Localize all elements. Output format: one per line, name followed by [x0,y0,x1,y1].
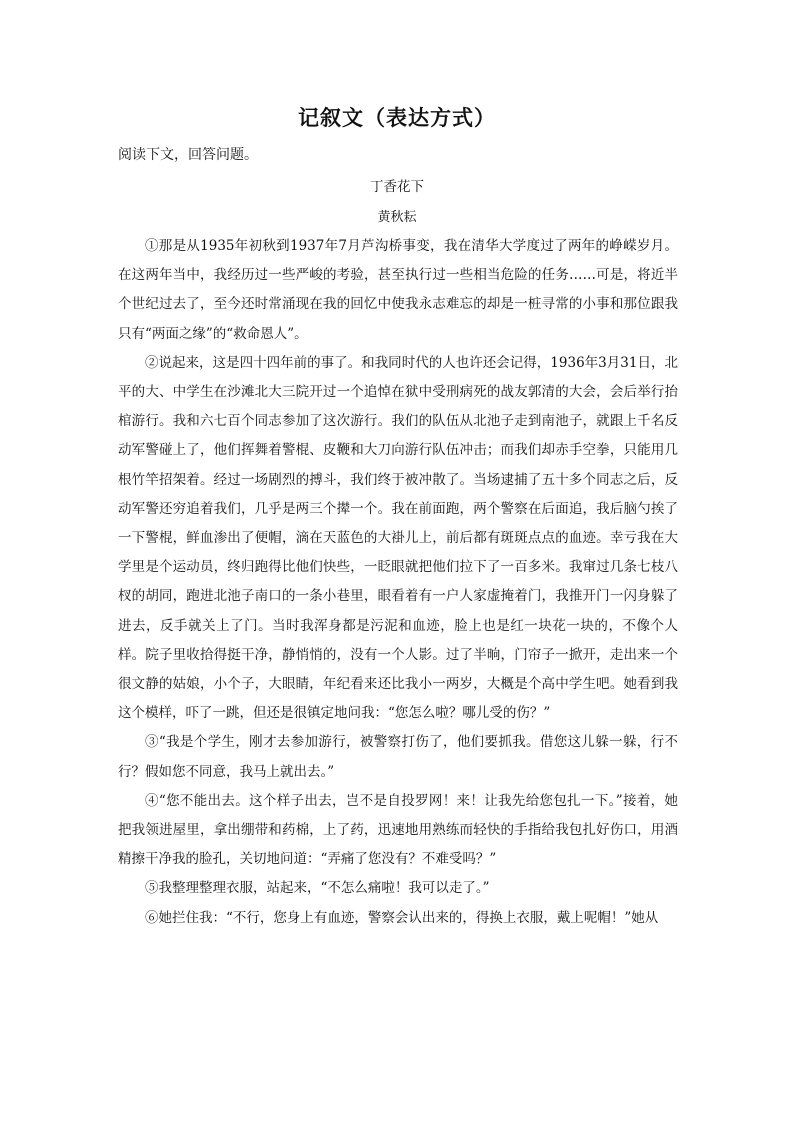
article-body [118,232,678,933]
instruction-text: 阅读下文，回答问题。 [118,147,258,163]
paragraph-2: ②说起来，这是四十四年前的事了。和我同时代的人也许还会记得，1936年3月31日，北平的大、中学生在沙滩北大三院开过一个追悼在狱中受刑病死的战友郭清的大会，会后举行抬棺游行。我和六七百个同志参加了这次游行。我们的队伍从北池子走到南池子，就跟上千名反动军警碰上了，他们挥舞着警棍、皮鞭和大刀向游行队伍冲击；而我们却赤手空拳，只能用几根竹竿招架着。经过一场剧烈的搏斗，我们终于被冲散了。当场逮捕了五十多个同志之后，反动军警还穷追着我们，几乎是两三个撵一个。我在前面跑，两个警察在后面追，我后脑勺挨了一下警棍，鲜血渗出了便帽，滴在天蓝色的大褂儿上，前后都有斑斑点点的血迹。幸亏我在大学里是个运动员，终归跑得比他们快些，一眨眼就把他们拉下了一百多米。我窜过几条七枝八杈的胡同，跑进北池子南口的一条小巷里，眼看着有一户人家虚掩着门，我推开门一闪身躲了进去，反手就关上了门。当时我浑身都是污泥和血迹，脸上也是红一块花一块的，不像个人样。院子里收拾得挺干净，静悄悄的，没有一个人影。过了半晌，门帘子一掀开，走出来一个很文静的姑娘，小个子，大眼睛，年纪看来还比我小一两岁，大概是个高中学生吧。她看到我这个模样，吓了一跳，但还是很镇定地问我：“您怎么啦？哪儿受的伤？” [118,354,678,722]
paragraph-4: ④“您不能出去。这个样子出去，岂不是自投罗网！来！让我先给您包扎一下。”接着，她把我领进屋里，拿出绷带和药棉，上了药，迅速地用熟练而轻快的手指给我包扎好伤口，用酒精擦干净我的脸孔，关切地问道：“弄痛了您没有？不难受吗？” [118,792,678,868]
article-author: 黄秋耘 [377,210,417,225]
paragraph-1: ①那是从1935年初秋到1937年7月芦沟桥事变，我在清华大学度过了两年的峥嵘岁月。在这两年当中，我经历过一些严峻的考验，甚至执行过一些相当危险的任务……可是，将近半个世纪过去了，至今还时常涌现在我的回忆中使我永志难忘的却是一桩寻常的小事和那位跟我只有“两面之缘”的“救命恩人”。 [118,238,678,342]
paragraph-5: ⑤我整理整理衣服，站起来，“不怎么痛啦！我可以走了。” [145,880,490,897]
paragraph-6: ⑥她拦住我：“不行，您身上有血迹，警察会认出来的，得换上衣服，戴上呢帽！”她从 [145,909,659,926]
article-title: 丁香花下 [370,179,424,195]
paragraph-3: ③“我是个学生，刚才去参加游行，被警察打伤了，他们要抓我。借您这儿躲一躲，行不行？假如您不同意，我马上就出去。” [118,734,678,780]
document-title: 记叙文（表达方式） [298,106,496,130]
